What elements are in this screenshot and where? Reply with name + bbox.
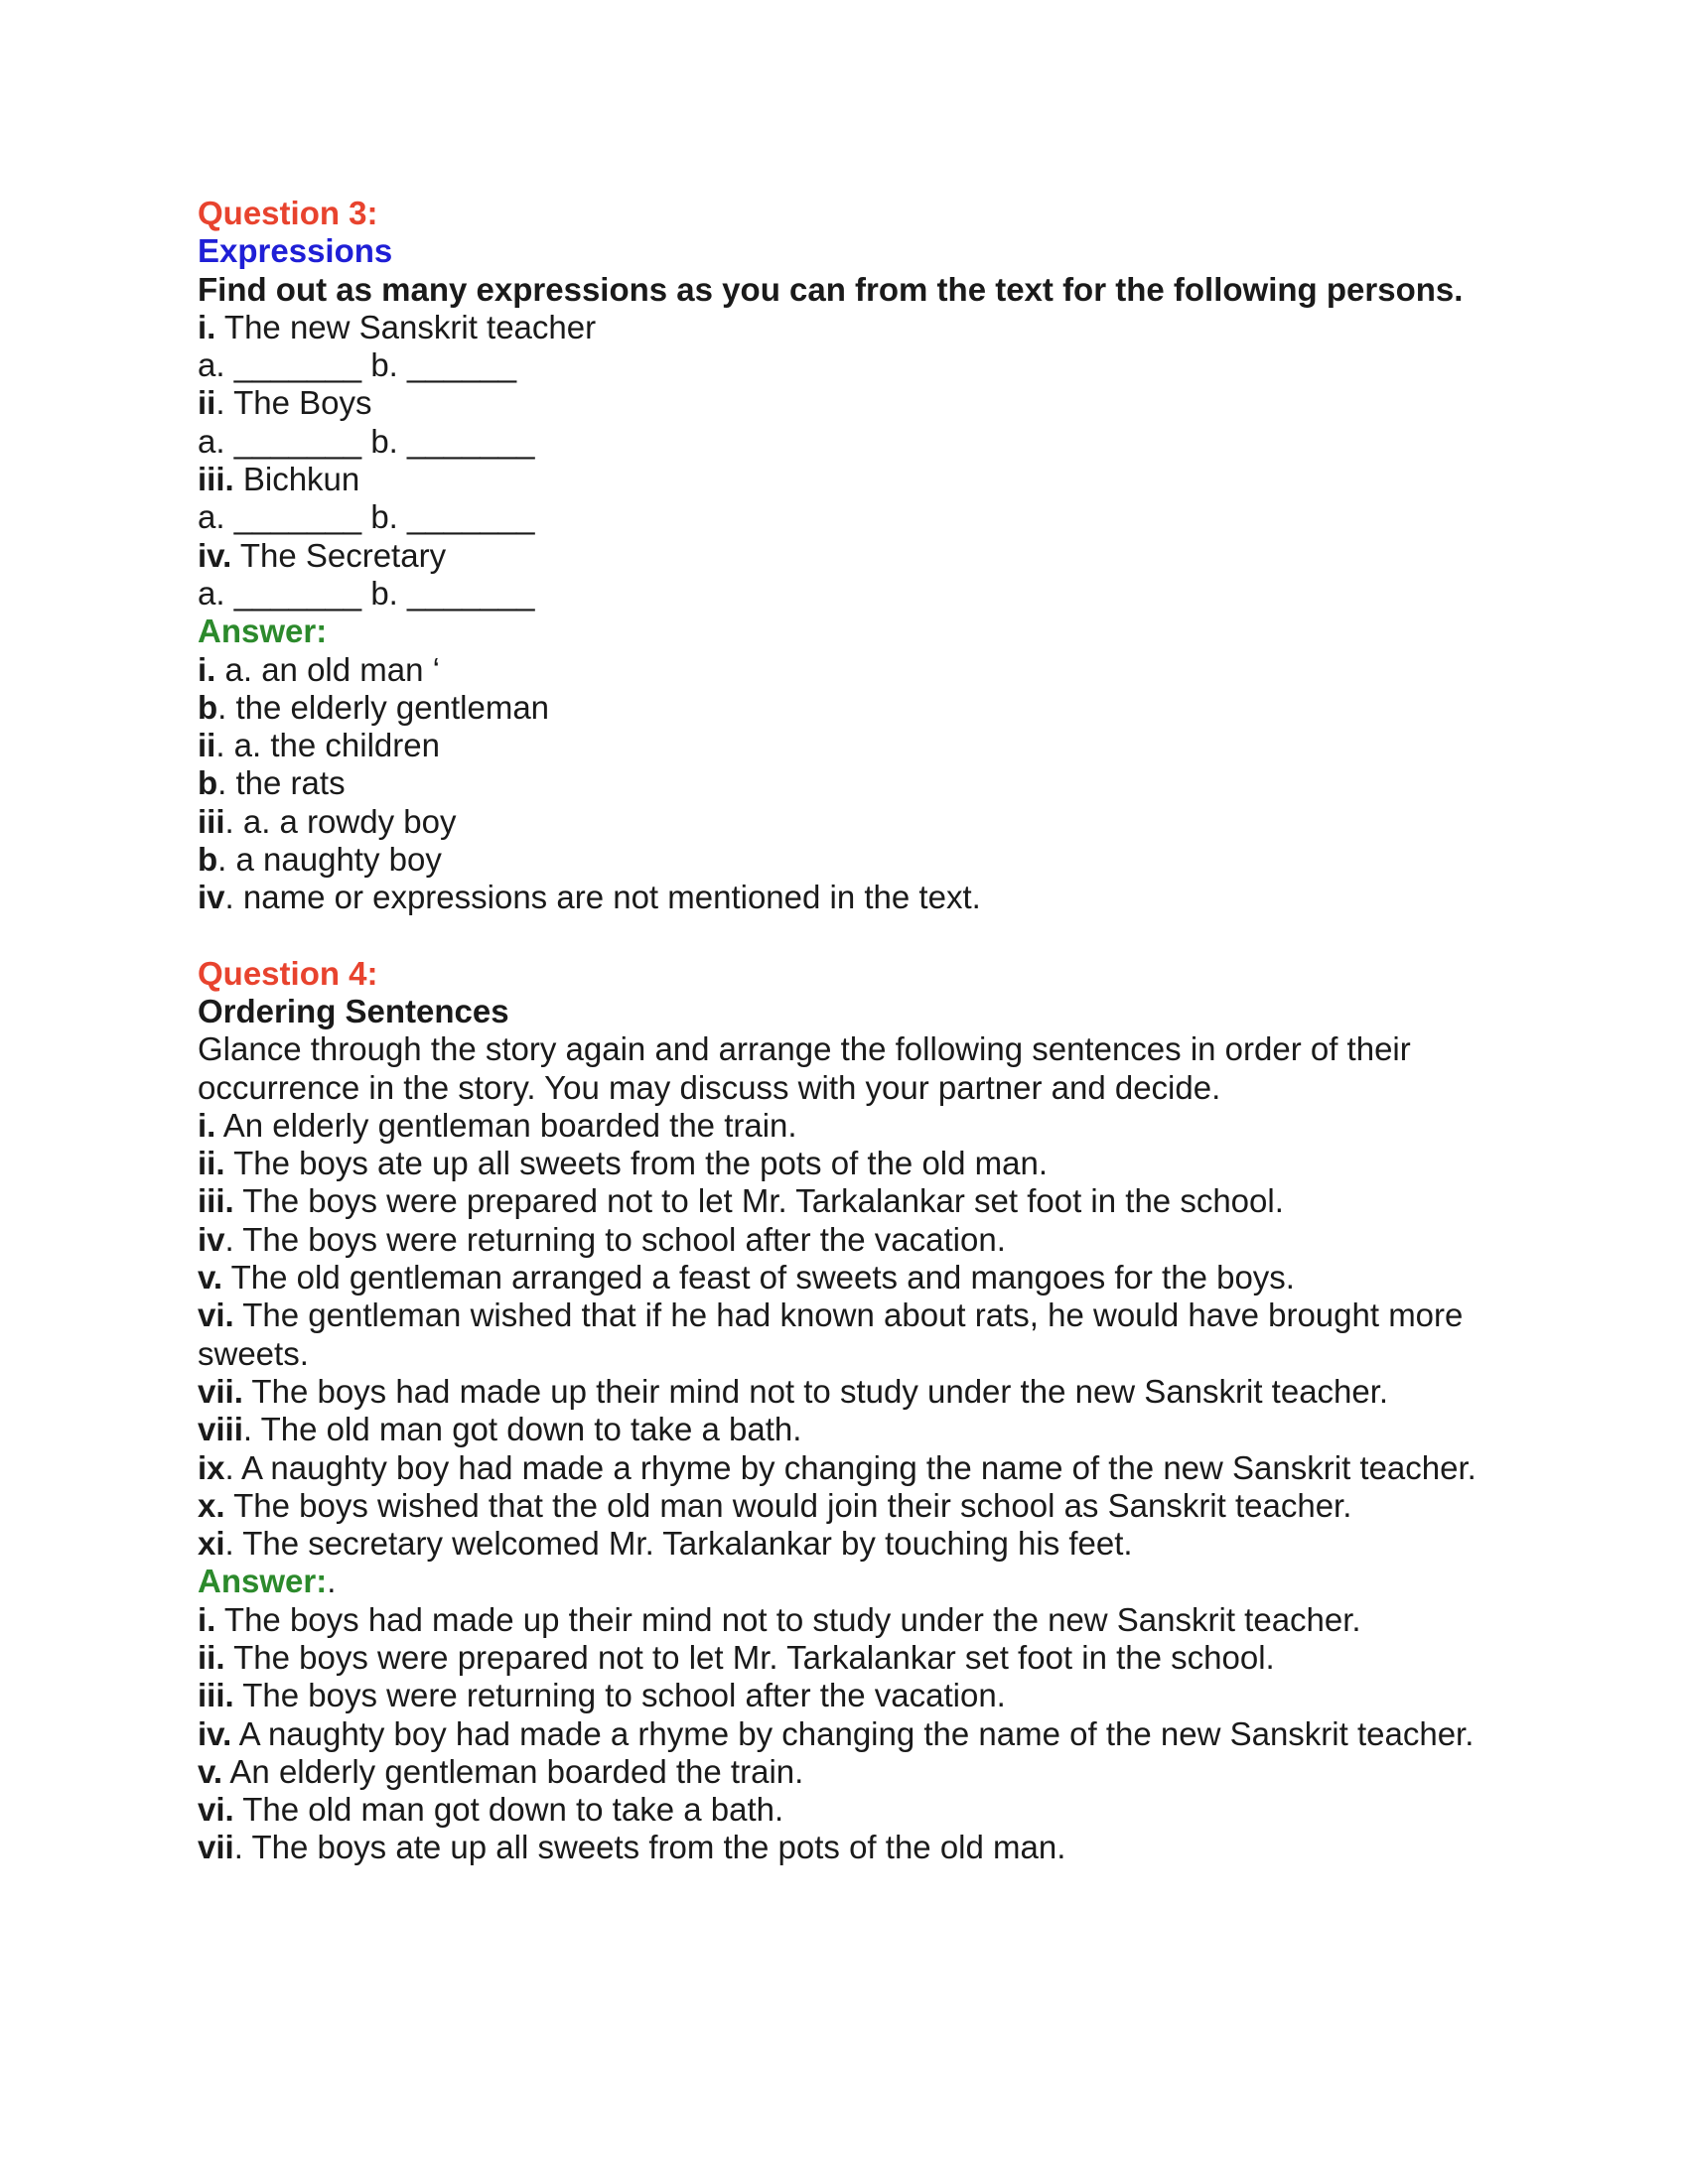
item-number: vi. (198, 1297, 234, 1334)
answer-number: vii (198, 1829, 234, 1866)
item-text: An elderly gentleman boarded the train. (215, 1106, 797, 1144)
q4-answer-line (198, 1601, 1508, 1639)
answer-text: . the rats (217, 764, 346, 802)
answer-number: vi. (198, 1791, 234, 1829)
q3-item (198, 384, 1508, 422)
question-3-instruction: Find out as many expressions as you can from the text for the following persons. (198, 270, 1464, 308)
answer-text: . The boys ate up all sweets from the pots of the old man. (233, 1829, 1066, 1866)
item-text: The boys ate up all sweets from the pots of the old man. (224, 1145, 1049, 1182)
item-text: The new Sanskrit teacher (215, 308, 597, 345)
item-number: x. (198, 1486, 225, 1524)
answer-number: i. (198, 1600, 216, 1638)
answer-text: . a. a rowdy boy (224, 802, 457, 840)
item-number: ii (198, 384, 216, 422)
question-4-answer-heading (198, 1563, 1508, 1600)
item-number: vii. (198, 1372, 243, 1410)
q4-item (198, 1373, 1508, 1411)
q3-answer-line (198, 803, 1508, 841)
q3-answer-line (198, 764, 1508, 802)
q4-item (198, 1297, 1508, 1373)
item-text: The boys had made up their mind not to study under the new Sanskrit teacher. (242, 1372, 1389, 1410)
q3-blanks: a. _______ b. _______ (198, 574, 535, 612)
answer-text: . name or expressions are not mentioned in the text. (224, 879, 981, 916)
item-text: The gentleman wished that if he had known about rats, he would have brought more sweets. (198, 1297, 1464, 1372)
section-spacer (198, 917, 1508, 955)
q4-answer-line (198, 1791, 1508, 1829)
q4-item (198, 1221, 1508, 1259)
q4-item (198, 1487, 1508, 1525)
q4-item (198, 1182, 1508, 1220)
q4-item (198, 1107, 1508, 1145)
answer-text: . a. the children (215, 727, 440, 764)
item-number: i. (198, 1106, 216, 1144)
question-3-answer-label: Answer: (198, 613, 328, 650)
item-number: ii. (198, 1145, 225, 1182)
q4-item (198, 1145, 1508, 1182)
q3-item (198, 309, 1508, 346)
q4-item (198, 1411, 1508, 1448)
item-number: ix (198, 1448, 225, 1486)
answer-number: b (198, 764, 218, 802)
question-3-subtitle: Expressions (198, 232, 393, 270)
q3-blanks: a. _______ b. _______ (198, 422, 535, 460)
q3-answer-line (198, 689, 1508, 727)
q3-answer-line (198, 841, 1508, 879)
item-number: i. (198, 308, 216, 345)
item-text: . The old man got down to take a bath. (242, 1411, 802, 1448)
q3-blanks: a. _______ b. ______ (198, 346, 517, 384)
question-4-answer-label: Answer: (198, 1563, 328, 1600)
item-text: The old gentleman arranged a feast of sweets and mangoes for the boys. (222, 1259, 1295, 1297)
q4-answer-line (198, 1715, 1508, 1753)
item-text: The boys were prepared not to let Mr. Tarkalankar set foot in the school. (233, 1182, 1284, 1220)
answer-number: b (198, 688, 218, 726)
q4-answer-line (198, 1829, 1508, 1866)
answer-number: iii (198, 802, 225, 840)
item-text: . A naughty boy had made a rhyme by changing the name of the new Sanskrit teacher. (224, 1448, 1477, 1486)
answer-text: A naughty boy had made a rhyme by changing the name of the new Sanskrit teacher. (231, 1714, 1475, 1752)
item-number: iii. (198, 1182, 234, 1220)
question-4-subtitle: Ordering Sentences (198, 992, 509, 1029)
answer-number: iv. (198, 1714, 232, 1752)
answer-number: ii (198, 727, 216, 764)
item-text: The boys wished that the old man would join their school as Sanskrit teacher. (224, 1486, 1352, 1524)
answer-text: . a naughty boy (217, 841, 442, 879)
item-text: . The boys were returning to school after the vacation. (224, 1220, 1006, 1258)
question-4-instruction: Glance through the story again and arrange the following sentences in order of their occurrence in the story. You may discuss with your partner and decide. (198, 1030, 1411, 1106)
answer-text: . the elderly gentleman (217, 688, 550, 726)
answer-text: The boys were returning to school after the vacation. (233, 1677, 1006, 1714)
answer-label-suffix: . (327, 1563, 337, 1600)
q3-item (198, 537, 1508, 575)
q3-blanks: a. _______ b. _______ (198, 498, 535, 536)
item-number: xi (198, 1525, 225, 1563)
q3-item (198, 461, 1508, 498)
item-number: iv (198, 1220, 225, 1258)
item-number: iii. (198, 461, 234, 498)
item-text: The Secretary (231, 536, 447, 574)
answer-number: ii. (198, 1638, 225, 1676)
item-number: viii (198, 1411, 243, 1448)
answer-number: b (198, 841, 218, 879)
item-text: . The secretary welcomed Mr. Tarkalankar by touching his feet. (224, 1525, 1133, 1563)
q4-answer-line (198, 1753, 1508, 1791)
answer-text: a. an old man ‘ (215, 650, 440, 688)
answer-number: v. (198, 1752, 223, 1790)
question-4-title: Question 4: (198, 954, 378, 992)
q3-answer-line (198, 727, 1508, 764)
answer-text: The boys had made up their mind not to study under the new Sanskrit teacher. (215, 1600, 1361, 1638)
q4-answer-line (198, 1639, 1508, 1677)
item-text: Bichkun (233, 461, 360, 498)
answer-number: i. (198, 650, 216, 688)
answer-text: The old man got down to take a bath. (233, 1791, 784, 1829)
q4-item (198, 1259, 1508, 1297)
q4-answer-line (198, 1677, 1508, 1714)
item-number: v. (198, 1259, 223, 1297)
answer-number: iv (198, 879, 225, 916)
q4-item (198, 1525, 1508, 1563)
answer-number: iii. (198, 1677, 234, 1714)
item-number: iv. (198, 536, 232, 574)
document-page (198, 195, 1508, 1867)
question-3-title: Question 3: (198, 195, 378, 231)
q4-item (198, 1449, 1508, 1487)
q3-answer-line (198, 651, 1508, 689)
item-text: . The Boys (215, 384, 372, 422)
answer-text: An elderly gentleman boarded the train. (222, 1752, 804, 1790)
answer-text: The boys were prepared not to let Mr. Tarkalankar set foot in the school. (224, 1638, 1275, 1676)
q3-answer-line (198, 879, 1508, 916)
